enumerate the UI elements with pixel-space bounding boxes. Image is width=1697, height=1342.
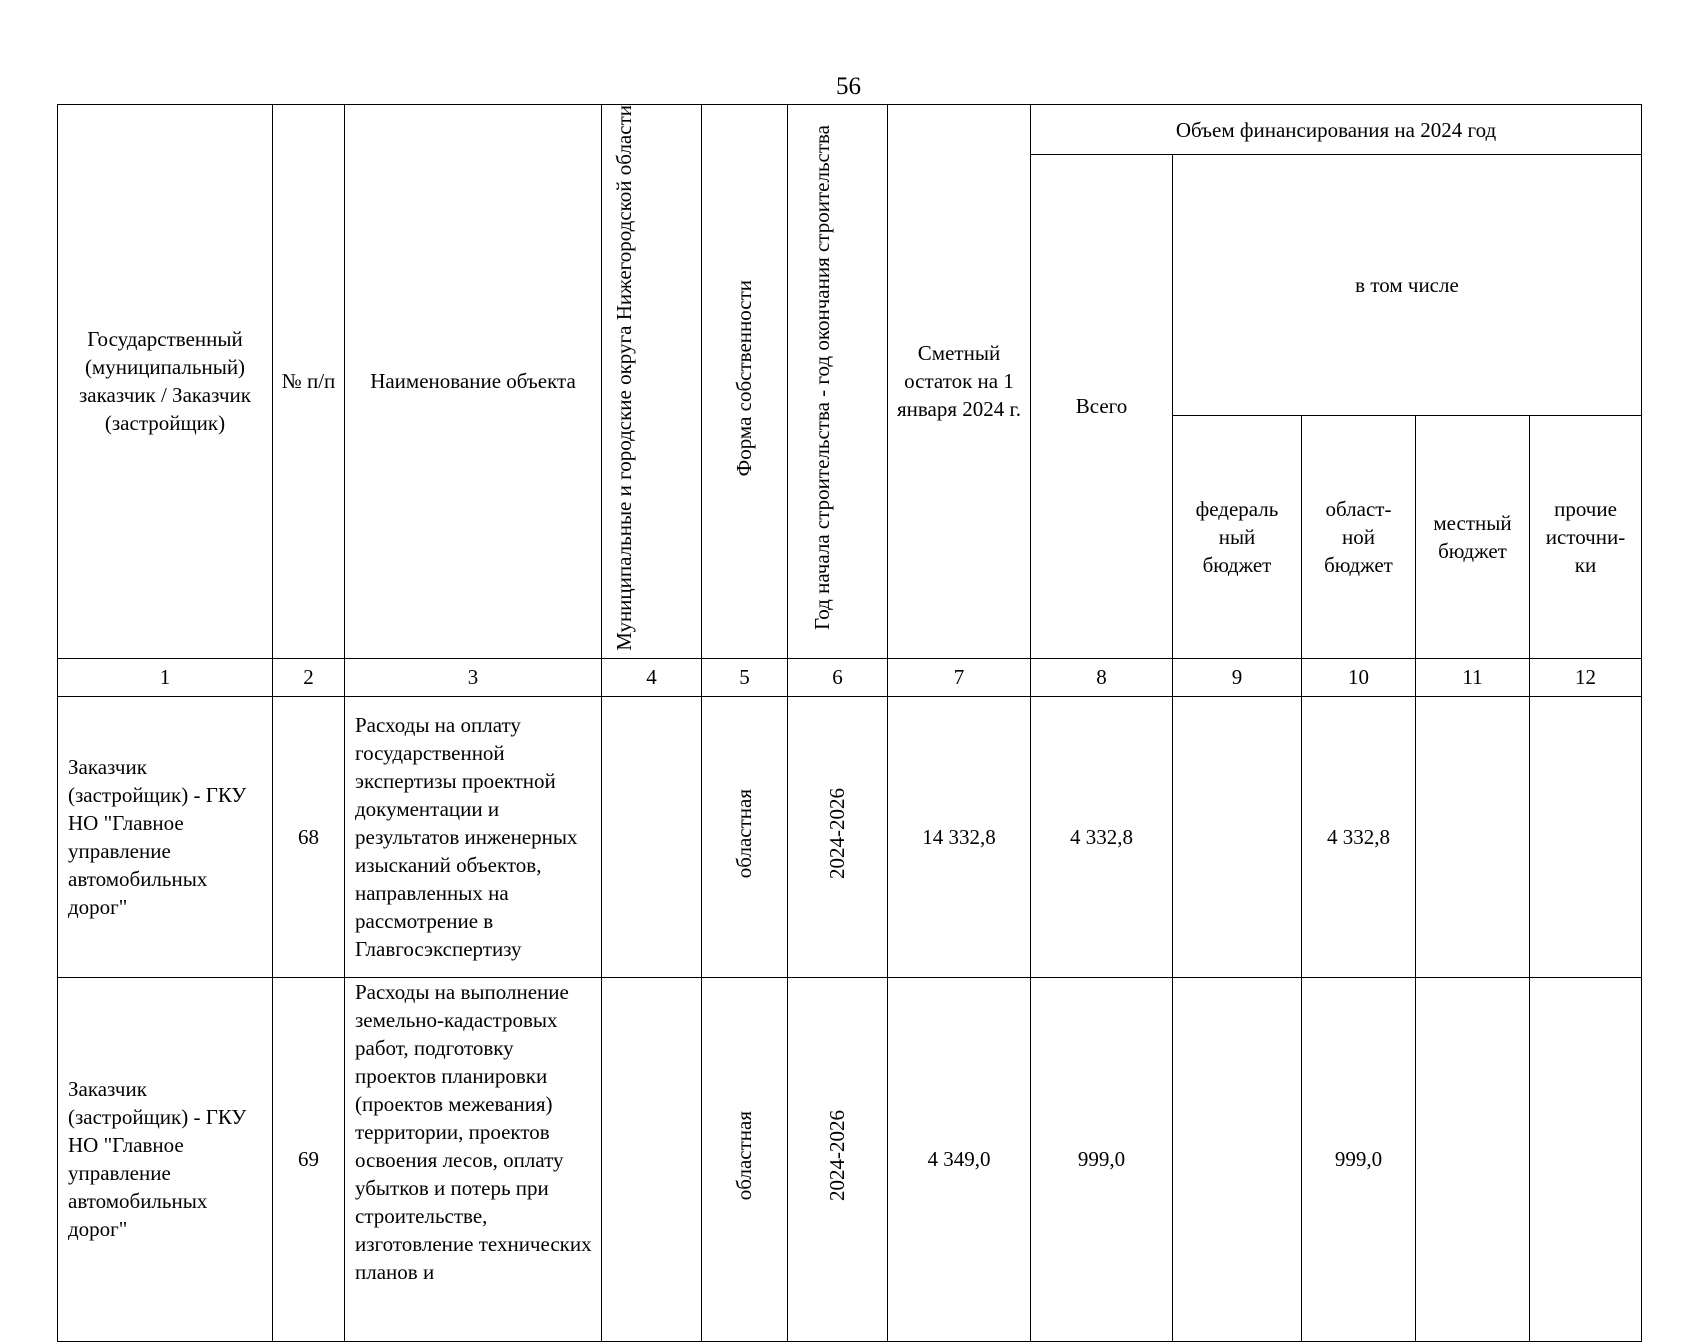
header-no: № п/п <box>273 105 345 659</box>
row-ownership <box>702 696 788 977</box>
row-estimate: 14 332,8 <box>888 696 1031 977</box>
header-name: Наименование объекта <box>345 105 602 659</box>
row-name <box>345 977 602 1341</box>
row-local <box>1416 977 1530 1341</box>
row-regional: 4 332,8 <box>1302 696 1416 977</box>
row-customer: Заказчик (застройщик) - ГКУ НО "Главное управление автомобильных дорог" <box>58 977 273 1341</box>
column-number: 11 <box>1416 658 1530 696</box>
row-name: Расходы на оплату государственной экспертизы проектной документации и результатов инженерных изысканий объектов, направленных на рассмотрение в Главгосэкспертизу <box>345 696 602 977</box>
header-ownership-text: Форма собственности <box>732 279 756 477</box>
header-customer: Государственный (муниципальный) заказчик / Заказчик (застройщик) <box>58 105 273 659</box>
column-number: 5 <box>702 658 788 696</box>
row-ownership-text: областная <box>732 788 756 878</box>
page-number: 56 <box>836 73 861 100</box>
column-number: 6 <box>788 658 888 696</box>
row-municipality <box>602 977 702 1341</box>
column-number: 1 <box>58 658 273 696</box>
header-other: прочие источни- ки <box>1530 415 1642 658</box>
row-federal <box>1173 696 1302 977</box>
header-estimate: Сметный остаток на 1 января 2024 г. <box>888 105 1031 659</box>
financing-table <box>57 104 1642 1342</box>
row-years-text: 2024-2026 <box>825 1110 849 1202</box>
row-regional: 999,0 <box>1302 977 1416 1341</box>
column-number: 12 <box>1530 658 1642 696</box>
header-federal: федераль ный бюджет <box>1173 415 1302 658</box>
column-number: 10 <box>1302 658 1416 696</box>
column-number: 2 <box>273 658 345 696</box>
row-other <box>1530 696 1642 977</box>
column-number: 4 <box>602 658 702 696</box>
row-years-text: 2024-2026 <box>825 787 849 879</box>
row-total: 999,0 <box>1031 977 1173 1341</box>
row-total: 4 332,8 <box>1031 696 1173 977</box>
header-funding-group: Объем финансирования на 2024 год <box>1031 105 1642 155</box>
column-number: 9 <box>1173 658 1302 696</box>
row-no: 69 <box>273 977 345 1341</box>
header-regional: област- ной бюджет <box>1302 415 1416 658</box>
header-municipality <box>602 105 702 659</box>
row-name-text: Расходы на выполнение земельно-кадастровых работ, подготовку проектов планировки (проектов межевания) территории, проектов освоения лесов, оплату убытков и потерь при строительстве, изготовление технических планов и <box>355 979 592 1284</box>
header-ownership <box>702 105 788 659</box>
table-row <box>58 696 1642 977</box>
row-federal <box>1173 977 1302 1341</box>
table-row <box>58 977 1642 1341</box>
header-local: местный бюджет <box>1416 415 1530 658</box>
header-years <box>788 105 888 659</box>
row-local <box>1416 696 1530 977</box>
row-estimate: 4 349,0 <box>888 977 1031 1341</box>
column-number: 7 <box>888 658 1031 696</box>
row-years <box>788 696 888 977</box>
header-years-text: Год начала строительства - год окончания строительства <box>809 125 834 631</box>
header-including: в том числе <box>1173 155 1642 416</box>
row-municipality <box>602 696 702 977</box>
header-total: Всего <box>1031 155 1173 659</box>
row-ownership-text: областная <box>732 1111 756 1201</box>
row-years <box>788 977 888 1341</box>
column-number: 3 <box>345 658 602 696</box>
row-other <box>1530 977 1642 1341</box>
row-customer: Заказчик (застройщик) - ГКУ НО "Главное управление автомобильных дорог" <box>58 696 273 977</box>
row-no: 68 <box>273 696 345 977</box>
row-ownership <box>702 977 788 1341</box>
header-municipality-text: Муниципальные и городские округа Нижегородской области <box>611 105 636 651</box>
column-number: 8 <box>1031 658 1173 696</box>
